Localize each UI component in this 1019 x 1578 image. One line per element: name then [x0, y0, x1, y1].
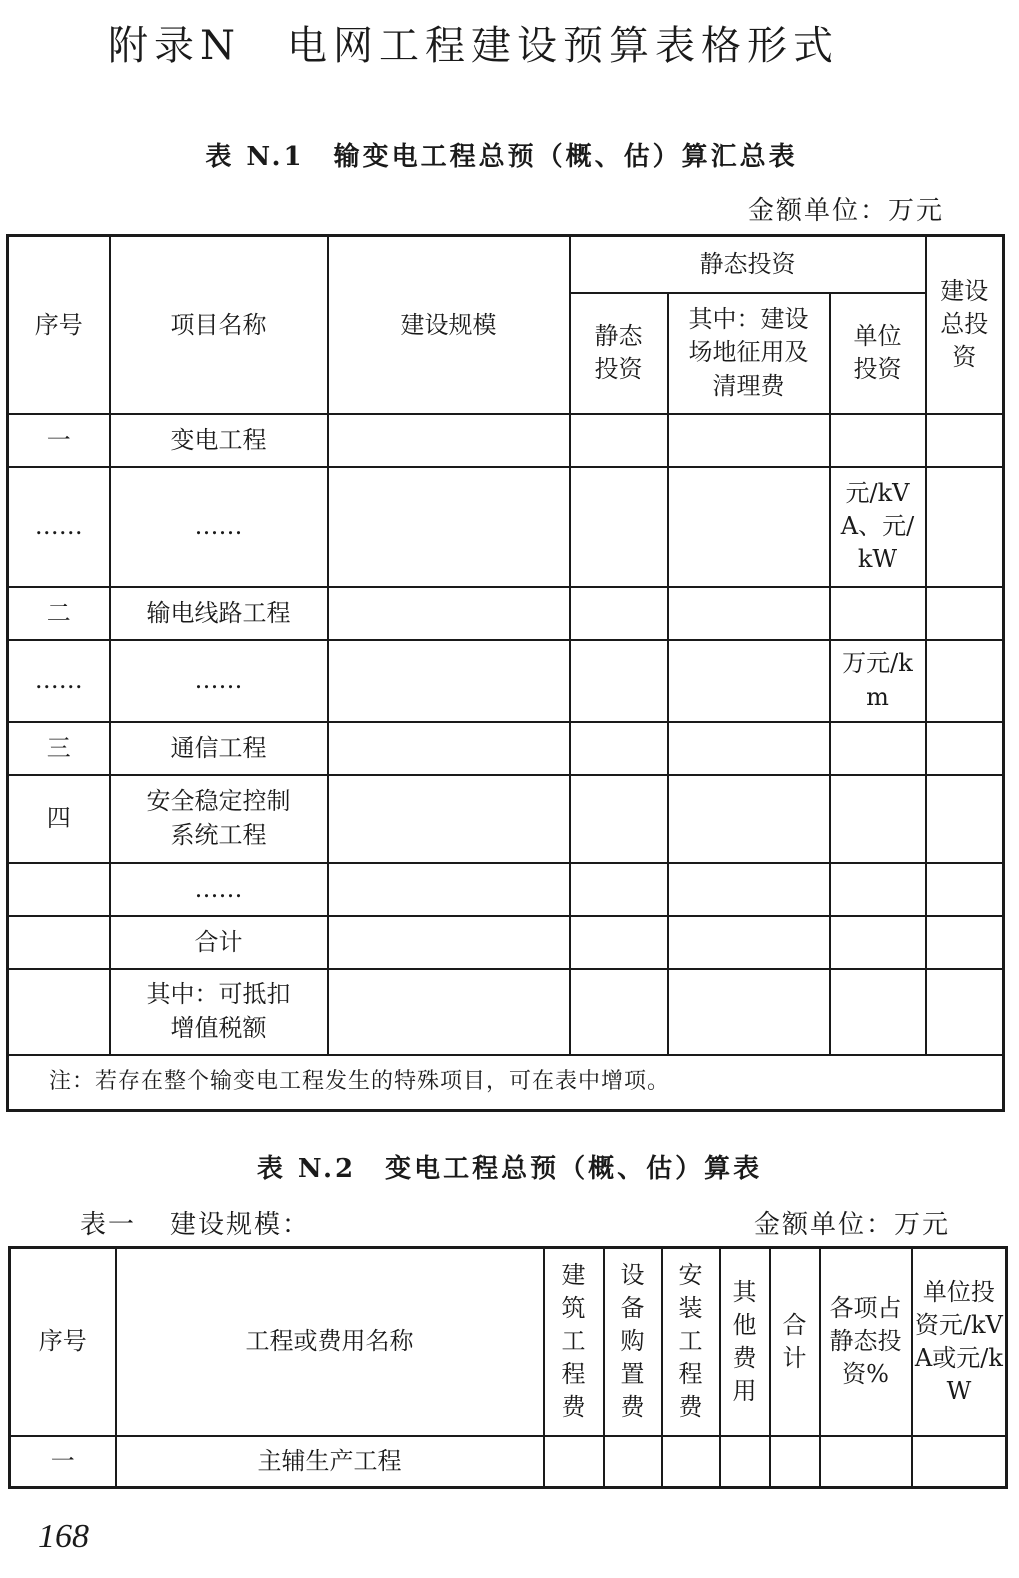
row-seq: …… [8, 467, 110, 587]
t1-header-static-group: 静态投资 [570, 236, 926, 293]
t2-header-building: 建筑工程费 [544, 1248, 604, 1436]
t2-header-seq: 序号 [10, 1248, 116, 1436]
row-seq [8, 916, 110, 969]
table-row [10, 1436, 1007, 1488]
t2-header-unit-invest: 单位投资元/kVA或元/kW [912, 1248, 1007, 1436]
t1-header-scale: 建设规模 [328, 236, 570, 414]
table2-title: 表 N.2 变电工程总预（概、估）算表 [256, 1154, 763, 1184]
row-seq: 一 [8, 414, 110, 467]
row-seq [8, 863, 110, 916]
t2-header-name: 工程或费用名称 [116, 1248, 544, 1436]
table1-note: 注：若存在整个输变电工程发生的特殊项目，可在表中增项。 [8, 1055, 1004, 1111]
table-row [8, 863, 1004, 916]
t2-header-install: 安装工程费 [662, 1248, 720, 1436]
table-row [8, 916, 1004, 969]
row-unit [830, 775, 926, 863]
row-name: …… [110, 863, 328, 916]
row-unit [830, 414, 926, 467]
t1-header-static-invest: 静态投资 [570, 293, 668, 414]
row-seq: …… [8, 640, 110, 722]
row-seq: 二 [8, 587, 110, 640]
row-name: …… [110, 467, 328, 587]
table-row [8, 414, 1004, 467]
table2-unit-label: 金额单位：万元 [754, 1210, 951, 1240]
t1-header-seq: 序号 [8, 236, 110, 414]
row-name: 其中：可抵扣增值税额 [110, 969, 328, 1055]
table-row [8, 467, 1004, 587]
row-unit [830, 722, 926, 775]
table1-title: 表 N.1 输变电工程总预（概、估）算汇总表 [205, 142, 798, 172]
row-name: …… [110, 640, 328, 722]
row-name: 主辅生产工程 [116, 1436, 544, 1488]
row-unit [830, 916, 926, 969]
row-name: 合计 [110, 916, 328, 969]
t1-header-item-name: 项目名称 [110, 236, 328, 414]
table1-unit-label: 金额单位：万元 [748, 196, 945, 226]
row-name: 通信工程 [110, 722, 328, 775]
t2-header-other: 其他费用 [720, 1248, 770, 1436]
t1-header-total-invest: 建设总投资 [926, 236, 1004, 414]
t1-header-unit-invest: 单位投资 [830, 293, 926, 414]
row-name: 安全稳定控制系统工程 [110, 775, 328, 863]
page-number: 168 [38, 1518, 89, 1555]
t2-header-equipment: 设备购置费 [604, 1248, 662, 1436]
row-unit: 元/kVA、元/kW [830, 467, 926, 587]
row-unit [830, 587, 926, 640]
row-seq: 四 [8, 775, 110, 863]
row-name: 输电线路工程 [110, 587, 328, 640]
table2-subtitle-left: 表一 [80, 1210, 137, 1240]
table1-budget-summary [6, 234, 1005, 1112]
table-row [8, 587, 1004, 640]
table-row [8, 969, 1004, 1055]
row-seq: 三 [8, 722, 110, 775]
row-unit [830, 969, 926, 1055]
row-seq: 一 [10, 1436, 116, 1488]
table2-subtitle-scale: 建设规模： [170, 1210, 311, 1240]
row-unit [830, 863, 926, 916]
appendix-title: 附录N 电网工程建设预算表格形式 [108, 23, 839, 69]
table-row [8, 640, 1004, 722]
row-name: 变电工程 [110, 414, 328, 467]
table-row [8, 775, 1004, 863]
t2-header-ratio: 各项占静态投资% [820, 1248, 912, 1436]
t2-header-total: 合计 [770, 1248, 820, 1436]
row-seq [8, 969, 110, 1055]
table2-substation-budget [8, 1246, 1008, 1489]
table2-subtitle [80, 1204, 310, 1241]
t1-header-land-fee: 其中：建设场地征用及清理费 [668, 293, 830, 414]
table-row [8, 722, 1004, 775]
row-unit: 万元/km [830, 640, 926, 722]
